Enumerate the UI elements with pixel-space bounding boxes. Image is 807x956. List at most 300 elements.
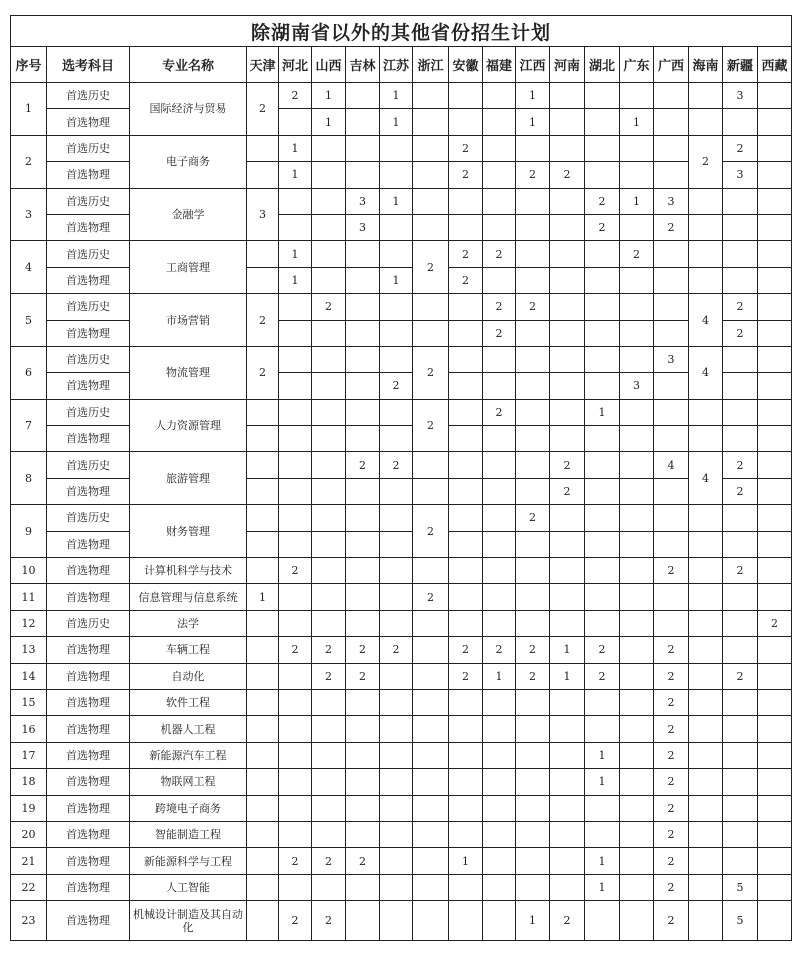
quota-cell — [516, 742, 550, 768]
row-index: 23 — [11, 901, 47, 941]
quota-cell — [758, 162, 792, 188]
quota-cell — [449, 478, 483, 504]
quota-cell — [723, 426, 758, 452]
quota-cell: 2 — [449, 637, 483, 663]
quota-cell: 4 — [689, 294, 723, 347]
quota-cell — [758, 637, 792, 663]
quota-cell — [550, 795, 585, 821]
row-index: 2 — [11, 135, 47, 188]
quota-cell: 1 — [585, 769, 620, 795]
quota-cell: 2 — [654, 558, 689, 584]
quota-cell — [247, 267, 279, 293]
quota-cell — [723, 689, 758, 715]
quota-cell — [346, 241, 380, 267]
quota-cell: 2 — [380, 373, 413, 399]
quota-cell: 2 — [654, 716, 689, 742]
quota-cell — [758, 584, 792, 610]
quota-cell: 2 — [312, 294, 346, 320]
row-major: 计算机科学与技术 — [130, 558, 247, 584]
quota-cell — [312, 320, 346, 346]
row-subject: 首选物理 — [47, 426, 130, 452]
row-subject: 首选物理 — [47, 478, 130, 504]
quota-cell — [449, 452, 483, 478]
quota-cell — [279, 795, 312, 821]
quota-cell — [380, 901, 413, 941]
quota-cell: 2 — [550, 162, 585, 188]
quota-cell — [620, 426, 654, 452]
quota-cell: 2 — [380, 637, 413, 663]
table-row — [11, 716, 792, 742]
quota-cell — [689, 109, 723, 135]
quota-cell: 1 — [279, 135, 312, 161]
quota-cell — [279, 610, 312, 636]
quota-cell — [620, 162, 654, 188]
quota-cell: 2 — [585, 214, 620, 240]
quota-cell — [413, 294, 449, 320]
quota-cell: 2 — [413, 346, 449, 399]
quota-cell — [758, 716, 792, 742]
quota-cell — [585, 320, 620, 346]
quota-cell — [620, 637, 654, 663]
quota-cell — [758, 452, 792, 478]
quota-cell — [550, 689, 585, 715]
quota-cell — [279, 373, 312, 399]
quota-cell — [312, 135, 346, 161]
quota-cell — [689, 716, 723, 742]
quota-cell — [689, 505, 723, 531]
header-province: 河南 — [550, 47, 585, 83]
quota-cell — [516, 135, 550, 161]
table-row — [11, 821, 792, 847]
quota-cell — [483, 901, 516, 941]
row-major: 信息管理与信息系统 — [130, 584, 247, 610]
quota-cell: 2 — [312, 663, 346, 689]
table-row — [11, 689, 792, 715]
quota-cell — [689, 663, 723, 689]
quota-cell — [516, 478, 550, 504]
quota-cell — [247, 610, 279, 636]
quota-cell — [449, 742, 483, 768]
quota-cell — [346, 478, 380, 504]
quota-cell — [483, 109, 516, 135]
table-row — [11, 162, 792, 188]
quota-cell: 2 — [585, 637, 620, 663]
quota-cell: 2 — [654, 821, 689, 847]
quota-cell — [689, 531, 723, 557]
quota-cell: 2 — [279, 83, 312, 109]
quota-cell — [380, 399, 413, 425]
quota-cell: 2 — [279, 901, 312, 941]
row-major: 跨境电子商务 — [130, 795, 247, 821]
quota-cell: 2 — [279, 637, 312, 663]
quota-cell: 3 — [346, 188, 380, 214]
quota-cell: 1 — [380, 267, 413, 293]
quota-cell — [312, 716, 346, 742]
quota-cell — [346, 505, 380, 531]
quota-cell — [516, 214, 550, 240]
quota-cell — [723, 637, 758, 663]
quota-cell — [620, 769, 654, 795]
quota-cell: 3 — [654, 188, 689, 214]
quota-cell — [279, 663, 312, 689]
quota-cell — [620, 505, 654, 531]
quota-cell — [483, 689, 516, 715]
quota-cell — [654, 294, 689, 320]
table-row — [11, 531, 792, 557]
quota-cell — [689, 188, 723, 214]
quota-cell — [550, 558, 585, 584]
header-index: 序号 — [11, 47, 47, 83]
quota-cell — [279, 742, 312, 768]
quota-cell: 2 — [483, 399, 516, 425]
quota-cell: 2 — [516, 637, 550, 663]
quota-cell — [380, 426, 413, 452]
quota-cell — [380, 821, 413, 847]
quota-cell: 2 — [654, 689, 689, 715]
quota-cell — [758, 320, 792, 346]
row-major: 智能制造工程 — [130, 821, 247, 847]
row-subject: 首选物理 — [47, 637, 130, 663]
quota-cell — [380, 294, 413, 320]
table-body — [11, 83, 792, 941]
quota-cell — [449, 584, 483, 610]
quota-cell — [247, 742, 279, 768]
quota-cell — [247, 452, 279, 478]
quota-cell — [758, 478, 792, 504]
quota-cell — [758, 505, 792, 531]
quota-cell — [247, 478, 279, 504]
quota-cell — [380, 346, 413, 372]
quota-cell — [346, 109, 380, 135]
quota-cell — [723, 584, 758, 610]
table-row — [11, 426, 792, 452]
quota-cell — [483, 874, 516, 900]
quota-cell — [346, 162, 380, 188]
quota-cell — [380, 848, 413, 874]
quota-cell — [312, 162, 346, 188]
quota-cell — [516, 188, 550, 214]
quota-cell — [279, 399, 312, 425]
quota-cell — [346, 294, 380, 320]
quota-cell — [312, 742, 346, 768]
quota-cell — [483, 795, 516, 821]
quota-cell — [449, 188, 483, 214]
row-index: 20 — [11, 821, 47, 847]
quota-cell — [516, 558, 550, 584]
quota-cell — [689, 426, 723, 452]
quota-cell — [585, 426, 620, 452]
quota-cell: 2 — [380, 452, 413, 478]
quota-cell — [585, 716, 620, 742]
quota-cell — [654, 610, 689, 636]
quota-cell: 2 — [247, 294, 279, 347]
row-major: 自动化 — [130, 663, 247, 689]
quota-cell — [279, 294, 312, 320]
quota-cell: 2 — [312, 637, 346, 663]
quota-cell — [483, 478, 516, 504]
quota-cell — [449, 795, 483, 821]
quota-cell — [247, 637, 279, 663]
quota-cell — [449, 214, 483, 240]
quota-cell: 1 — [483, 663, 516, 689]
quota-cell: 2 — [449, 241, 483, 267]
quota-cell — [413, 637, 449, 663]
quota-cell — [279, 531, 312, 557]
quota-cell — [483, 531, 516, 557]
quota-cell: 2 — [585, 188, 620, 214]
quota-cell — [585, 83, 620, 109]
quota-cell — [516, 584, 550, 610]
quota-cell — [758, 373, 792, 399]
header-province: 新疆 — [723, 47, 758, 83]
quota-cell — [483, 426, 516, 452]
quota-cell: 1 — [550, 637, 585, 663]
row-major: 市场营销 — [130, 294, 247, 347]
row-index: 3 — [11, 188, 47, 241]
quota-cell — [654, 83, 689, 109]
quota-cell — [689, 584, 723, 610]
quota-cell — [550, 610, 585, 636]
row-subject: 首选物理 — [47, 214, 130, 240]
quota-cell: 2 — [413, 505, 449, 558]
row-subject: 首选历史 — [47, 135, 130, 161]
quota-cell — [380, 478, 413, 504]
quota-cell — [449, 610, 483, 636]
quota-cell — [689, 901, 723, 941]
quota-cell: 1 — [585, 399, 620, 425]
quota-cell — [413, 188, 449, 214]
row-index: 14 — [11, 663, 47, 689]
quota-cell — [449, 505, 483, 531]
quota-cell — [689, 848, 723, 874]
quota-cell — [550, 742, 585, 768]
quota-cell: 1 — [516, 83, 550, 109]
quota-cell — [585, 241, 620, 267]
row-index: 6 — [11, 346, 47, 399]
quota-cell: 2 — [516, 162, 550, 188]
quota-cell — [413, 109, 449, 135]
quota-cell — [550, 373, 585, 399]
quota-cell: 2 — [654, 742, 689, 768]
quota-cell — [346, 742, 380, 768]
quota-cell: 3 — [723, 83, 758, 109]
quota-cell — [449, 558, 483, 584]
quota-cell — [346, 821, 380, 847]
quota-cell — [516, 769, 550, 795]
header-major: 专业名称 — [130, 47, 247, 83]
quota-cell — [585, 267, 620, 293]
quota-cell — [483, 452, 516, 478]
quota-cell — [654, 241, 689, 267]
quota-cell — [312, 689, 346, 715]
quota-cell: 2 — [550, 452, 585, 478]
quota-cell: 2 — [723, 320, 758, 346]
quota-cell — [346, 346, 380, 372]
quota-cell — [346, 901, 380, 941]
quota-cell: 2 — [312, 901, 346, 941]
quota-cell — [346, 320, 380, 346]
quota-cell: 2 — [483, 241, 516, 267]
quota-cell — [585, 505, 620, 531]
quota-cell — [723, 821, 758, 847]
quota-cell — [279, 716, 312, 742]
quota-cell — [449, 821, 483, 847]
quota-cell — [413, 135, 449, 161]
header-province: 广西 — [654, 47, 689, 83]
quota-cell — [585, 689, 620, 715]
quota-cell — [758, 83, 792, 109]
quota-cell: 3 — [620, 373, 654, 399]
row-major: 国际经济与贸易 — [130, 83, 247, 136]
quota-cell — [620, 689, 654, 715]
quota-cell — [550, 109, 585, 135]
quota-cell: 3 — [654, 346, 689, 372]
row-major: 工商管理 — [130, 241, 247, 294]
quota-cell — [413, 214, 449, 240]
quota-cell — [413, 610, 449, 636]
table-row — [11, 452, 792, 478]
quota-cell: 2 — [723, 135, 758, 161]
table-row — [11, 769, 792, 795]
quota-cell: 2 — [654, 637, 689, 663]
row-major: 人工智能 — [130, 874, 247, 900]
quota-cell — [723, 769, 758, 795]
quota-cell — [279, 584, 312, 610]
quota-cell — [346, 426, 380, 452]
quota-cell — [312, 531, 346, 557]
quota-cell: 2 — [723, 452, 758, 478]
row-subject: 首选物理 — [47, 742, 130, 768]
quota-cell — [620, 742, 654, 768]
quota-cell: 1 — [620, 188, 654, 214]
table-row — [11, 478, 792, 504]
row-subject: 首选历史 — [47, 83, 130, 109]
quota-cell — [550, 584, 585, 610]
quota-cell — [550, 716, 585, 742]
quota-cell — [654, 162, 689, 188]
quota-cell — [380, 584, 413, 610]
quota-cell: 2 — [723, 478, 758, 504]
quota-cell — [449, 531, 483, 557]
quota-cell — [620, 267, 654, 293]
quota-cell — [585, 558, 620, 584]
quota-cell — [380, 610, 413, 636]
row-subject: 首选物理 — [47, 821, 130, 847]
quota-cell — [654, 109, 689, 135]
quota-cell — [585, 821, 620, 847]
quota-cell — [620, 716, 654, 742]
quota-cell — [585, 901, 620, 941]
quota-cell: 1 — [279, 162, 312, 188]
quota-cell — [312, 584, 346, 610]
quota-cell: 1 — [380, 109, 413, 135]
quota-cell — [689, 267, 723, 293]
row-index: 10 — [11, 558, 47, 584]
table-row — [11, 742, 792, 768]
quota-cell — [449, 399, 483, 425]
quota-cell — [550, 426, 585, 452]
row-index: 22 — [11, 874, 47, 900]
row-subject: 首选历史 — [47, 346, 130, 372]
quota-cell — [758, 426, 792, 452]
quota-cell: 2 — [654, 848, 689, 874]
row-subject: 首选物理 — [47, 689, 130, 715]
quota-cell — [483, 821, 516, 847]
quota-cell — [346, 874, 380, 900]
table-row — [11, 399, 792, 425]
quota-cell: 1 — [585, 874, 620, 900]
quota-cell — [689, 610, 723, 636]
table-row — [11, 848, 792, 874]
quota-cell — [312, 267, 346, 293]
quota-cell — [654, 135, 689, 161]
quota-cell — [723, 610, 758, 636]
quota-cell — [449, 901, 483, 941]
row-index: 15 — [11, 689, 47, 715]
table-row — [11, 320, 792, 346]
quota-cell — [312, 346, 346, 372]
quota-cell — [247, 426, 279, 452]
quota-cell — [758, 294, 792, 320]
quota-cell — [312, 558, 346, 584]
quota-cell — [312, 874, 346, 900]
quota-cell — [380, 320, 413, 346]
quota-cell — [483, 558, 516, 584]
quota-cell: 2 — [483, 320, 516, 346]
quota-cell — [346, 135, 380, 161]
quota-cell — [550, 214, 585, 240]
quota-cell — [550, 294, 585, 320]
quota-cell — [550, 821, 585, 847]
quota-cell — [723, 505, 758, 531]
quota-cell — [312, 373, 346, 399]
quota-cell — [449, 83, 483, 109]
row-major: 新能源科学与工程 — [130, 848, 247, 874]
row-index: 5 — [11, 294, 47, 347]
quota-cell — [413, 874, 449, 900]
quota-cell — [689, 874, 723, 900]
quota-cell — [550, 874, 585, 900]
quota-cell — [585, 584, 620, 610]
quota-cell: 2 — [449, 663, 483, 689]
quota-cell — [483, 505, 516, 531]
quota-cell — [380, 162, 413, 188]
quota-cell — [279, 505, 312, 531]
quota-cell — [516, 267, 550, 293]
quota-cell: 2 — [550, 478, 585, 504]
quota-cell — [620, 478, 654, 504]
row-subject: 首选物理 — [47, 874, 130, 900]
table-row — [11, 135, 792, 161]
table-row — [11, 241, 792, 267]
quota-cell — [550, 83, 585, 109]
quota-cell — [413, 558, 449, 584]
quota-cell — [380, 241, 413, 267]
quota-cell — [723, 742, 758, 768]
quota-cell — [723, 716, 758, 742]
header-province: 湖北 — [585, 47, 620, 83]
quota-cell — [689, 821, 723, 847]
quota-cell — [516, 848, 550, 874]
quota-cell: 2 — [279, 848, 312, 874]
quota-cell — [279, 769, 312, 795]
row-subject: 首选物理 — [47, 663, 130, 689]
quota-cell — [449, 109, 483, 135]
quota-cell — [758, 874, 792, 900]
quota-cell — [413, 769, 449, 795]
quota-cell: 2 — [723, 558, 758, 584]
quota-cell — [585, 531, 620, 557]
